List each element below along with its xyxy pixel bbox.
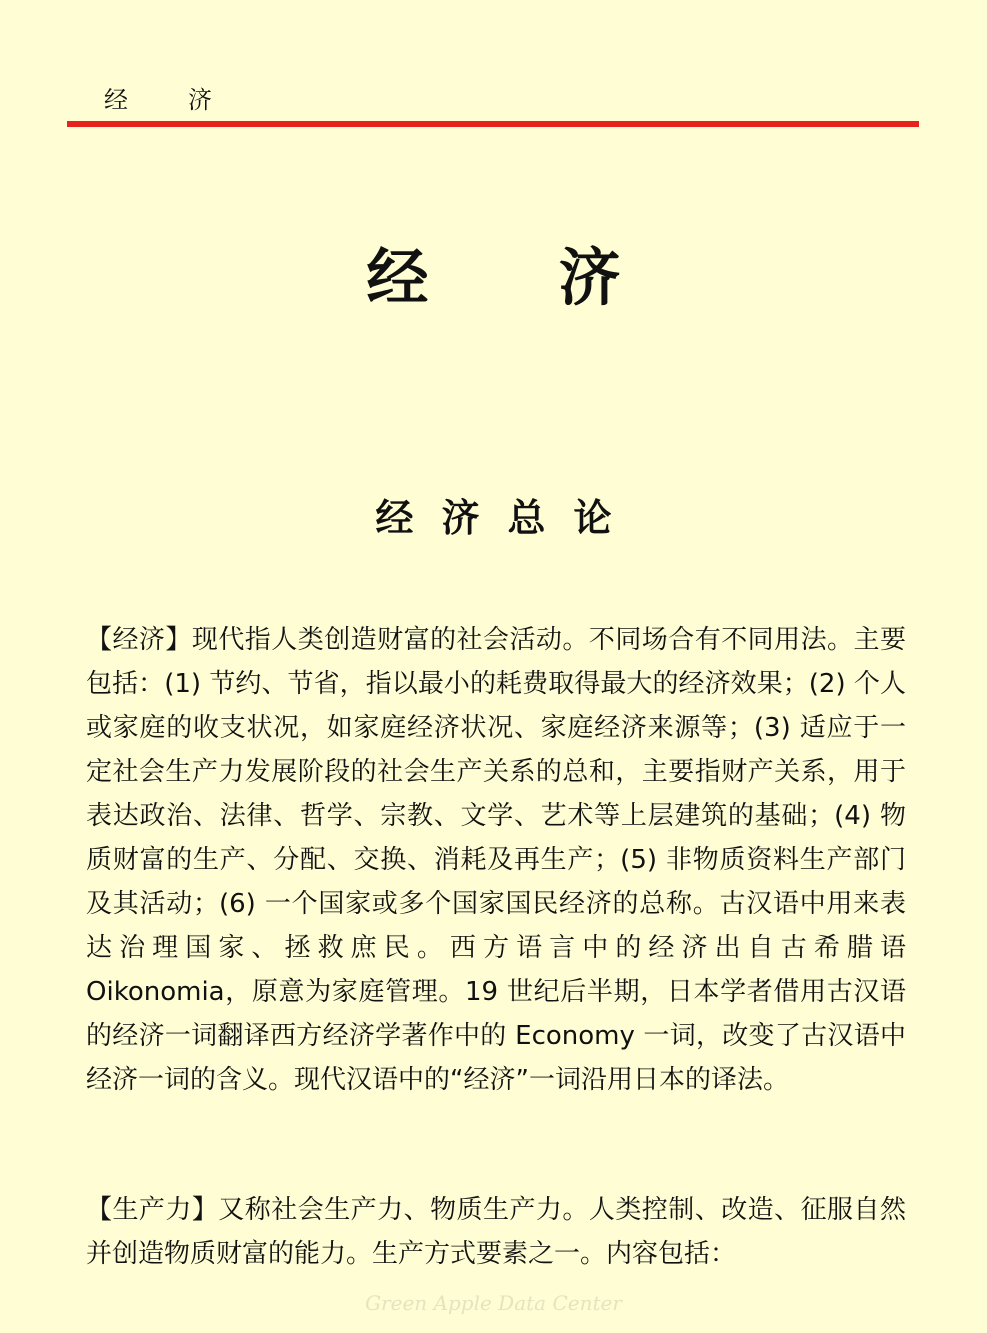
entry-productivity: [86, 1188, 906, 1276]
chapter-title: 经济: [366, 241, 751, 314]
running-header: 经济: [104, 86, 272, 114]
entry-economy: [86, 618, 906, 1102]
footer-watermark: Green Apple Data Center: [365, 1291, 622, 1315]
entry-definition: 又称社会生产力、物质生产力。人类控制、改造、征服自然并创造物质财富的能力。生产方式要素之一。内容包括：: [86, 1195, 906, 1269]
entry-definition: 现代指人类创造财富的社会活动。不同场合有不同用法。主要包括：(1) 节约、节省，指以最小的耗费取得最大的经济效果；(2) 个人或家庭的收支状况，如家庭经济状况、家庭经济来源等；(3) 适应于一定社会生产力发展阶段的社会生产关系的总和，主要指财产关系，用于表达政治、法律、哲学、宗教、文学、艺术等上层建筑的基础；(4) 物质财富的生产、分配、交换、消耗及再生产；(5) 非物质资料生产部门及其活动；(6) 一个国家或多个国家国民经济的总称。古汉语中用来表达治理国家、拯救庶民。西方语言中的经济出自古希腊语 Oikonomia，原意为家庭管理。19 世纪后半期，日本学者借用古汉语的经济一词翻译西方经济学著作中的 Economy 一词，改变了古汉语中经济一词的含义。现代汉语中的“经济”一词沿用日本的译法。: [86, 625, 906, 1095]
section-title: 经济总论: [375, 496, 640, 540]
entry-term: 【经济】: [86, 625, 192, 655]
entry-term: 【生产力】: [86, 1195, 219, 1225]
header-rule: [67, 121, 919, 127]
